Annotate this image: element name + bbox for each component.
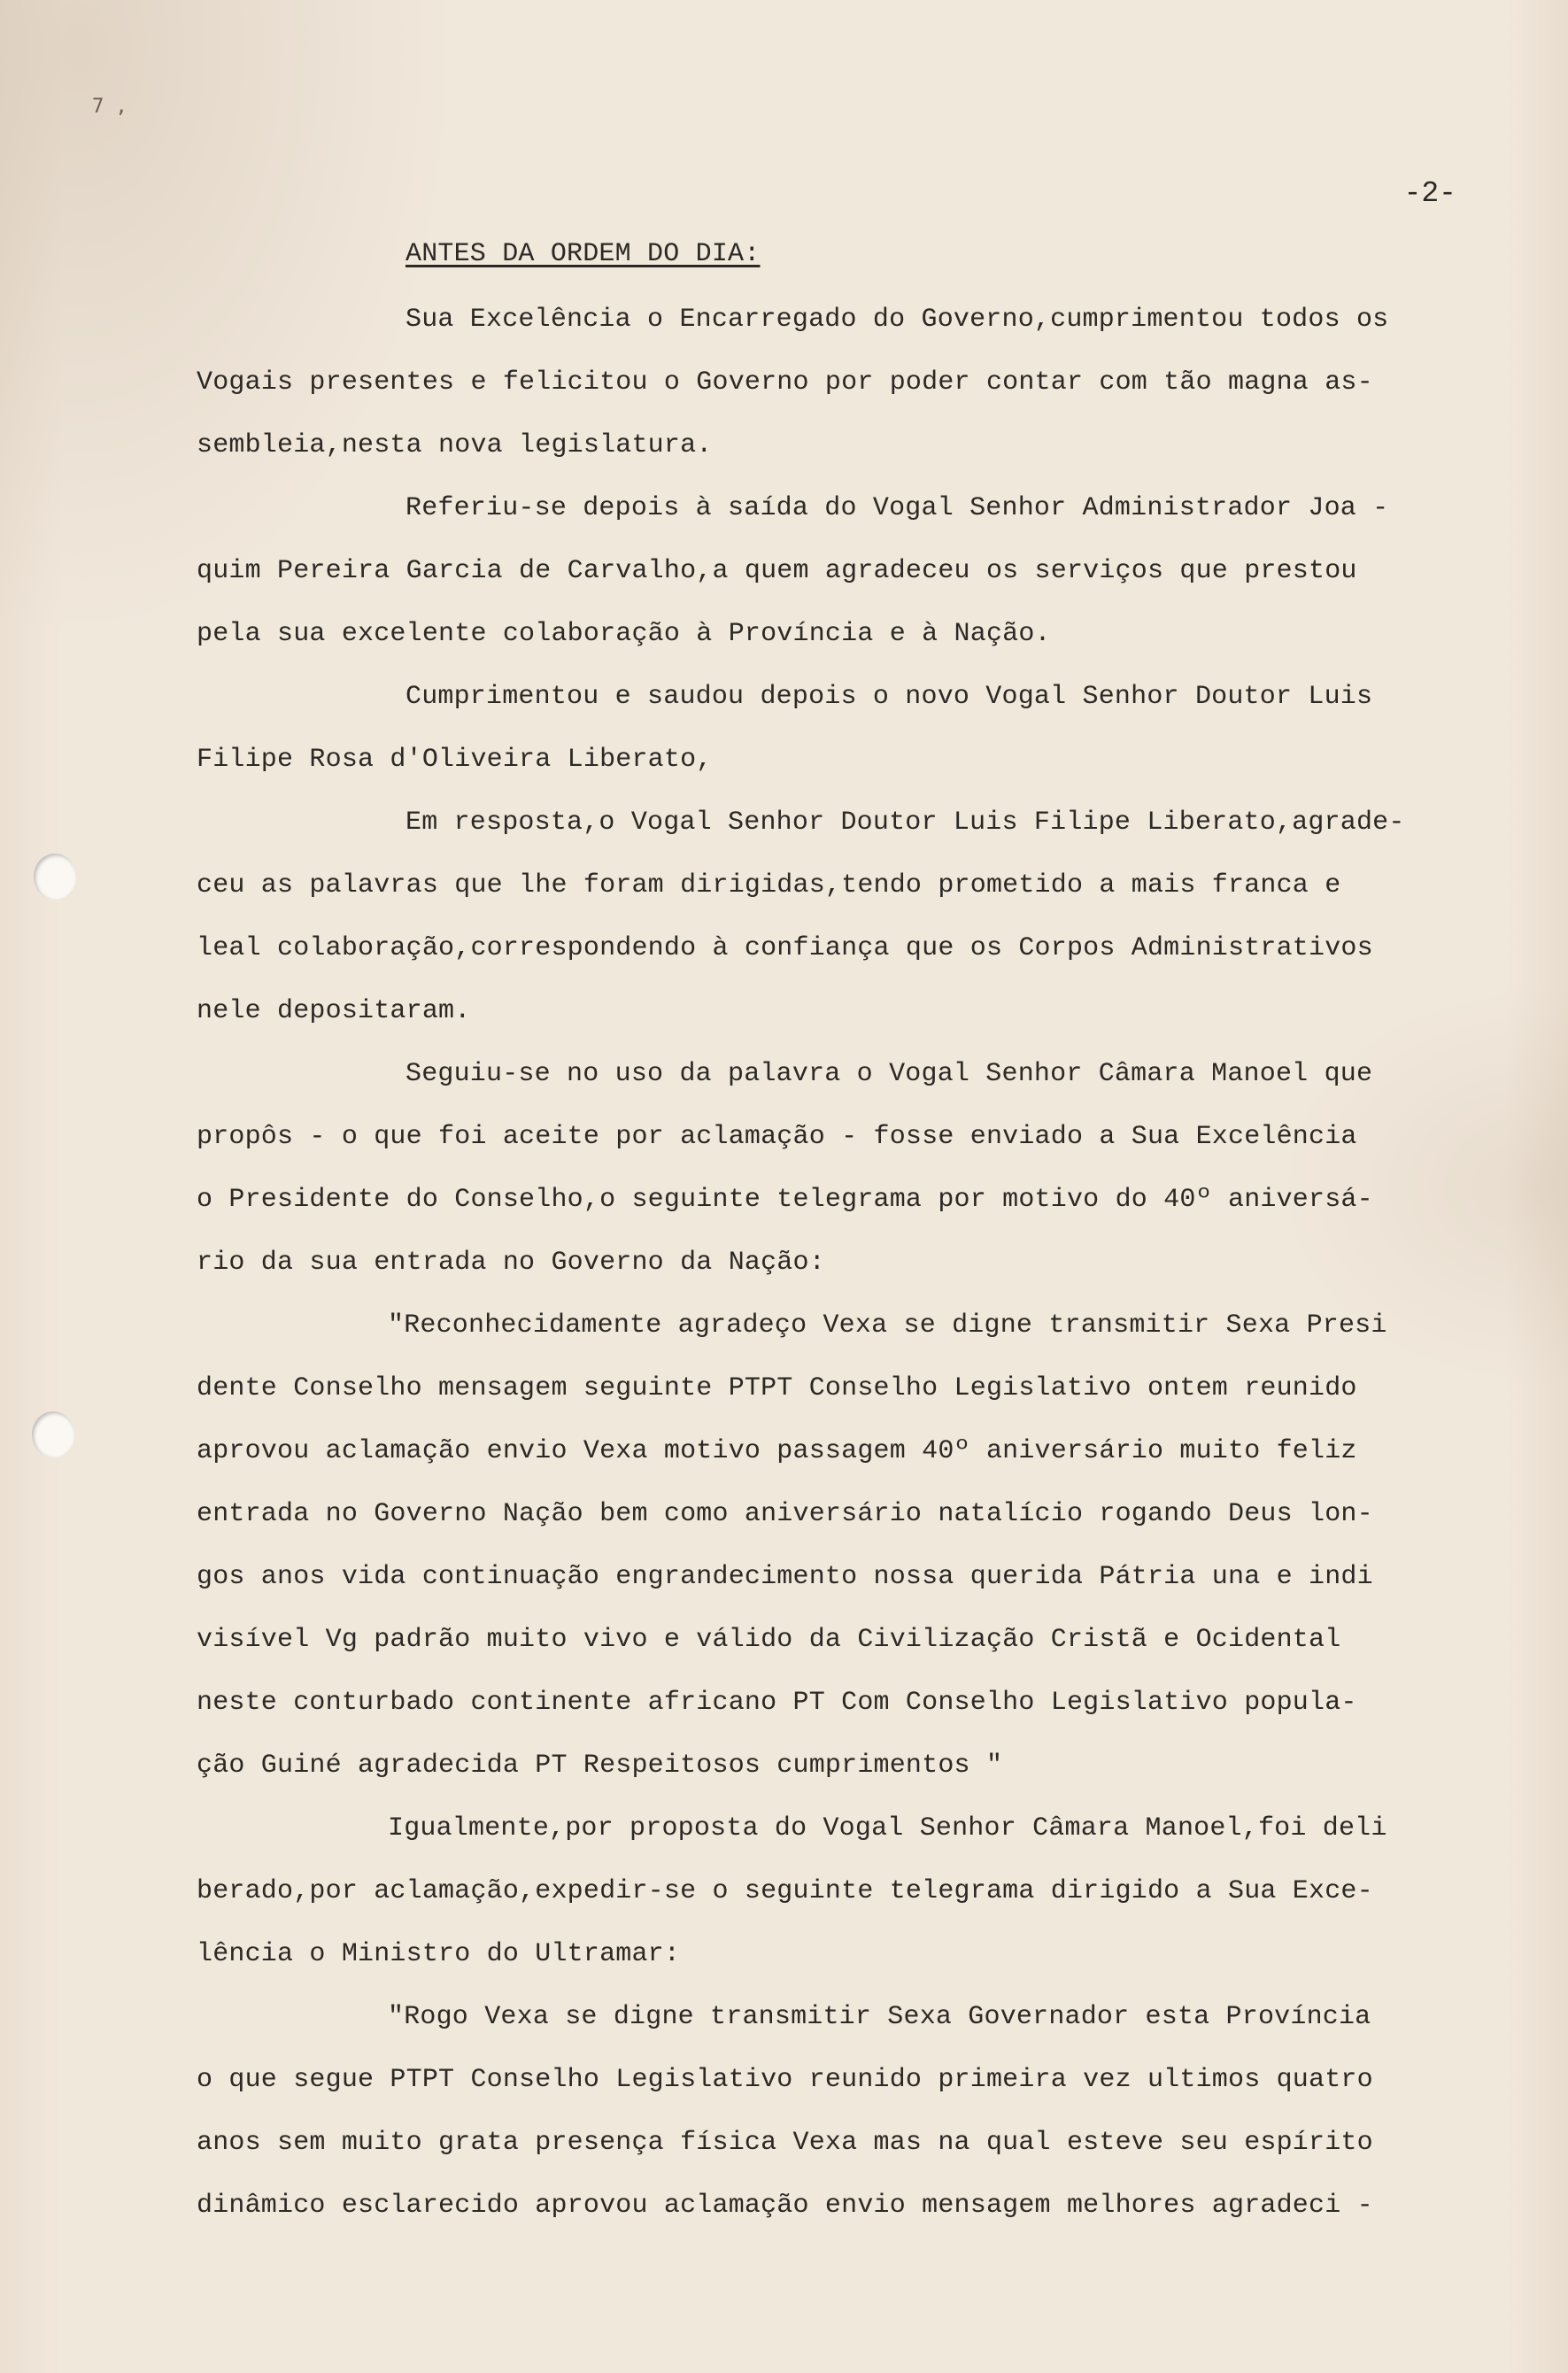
text-line: gos anos vida continuação engrandecimento nossa querida Pátria una e indi bbox=[197, 1562, 1373, 1592]
text-line: Vogais presentes e felicitou o Governo por poder contar com tão magna as- bbox=[197, 367, 1373, 398]
text-line: Referiu-se depois à saída do Vogal Senhor Administrador Joa - bbox=[406, 493, 1389, 523]
text-line: pela sua excelente colaboração à Província e à Nação. bbox=[197, 619, 1051, 649]
text-line: ceu as palavras que lhe foram dirigidas,tendo prometido a mais franca e bbox=[197, 870, 1341, 901]
text-line: ção Guiné agradecida PT Respeitosos cumprimentos " bbox=[197, 1751, 1003, 1781]
text-line: o que segue PTPT Conselho Legislativo reunido primeira vez ultimos quatro bbox=[197, 2065, 1373, 2095]
text-line: neste conturbado continente africano PT Com Conselho Legislativo popula- bbox=[197, 1688, 1357, 1718]
text-line: Seguiu-se no uso da palavra o Vogal Senhor Câmara Manoel que bbox=[406, 1059, 1373, 1089]
section-heading: ANTES DA ORDEM DO DIA: bbox=[406, 239, 761, 269]
text-line: Filipe Rosa d'Oliveira Liberato, bbox=[197, 745, 713, 775]
text-line: Sua Excelência o Encarregado do Governo,cumprimentou todos os bbox=[406, 305, 1389, 335]
text-line: berado,por aclamação,expedir-se o seguinte telegrama dirigido a Sua Exce- bbox=[197, 1876, 1373, 1906]
text-line: quim Pereira Garcia de Carvalho,a quem agradeceu os serviços que prestou bbox=[197, 556, 1357, 586]
margin-mark: 7 , bbox=[92, 96, 127, 118]
text-line: o Presidente do Conselho,o seguinte telegrama por motivo do 40º aniversá- bbox=[197, 1185, 1373, 1215]
text-line: dente Conselho mensagem seguinte PTPT Conselho Legislativo ontem reunido bbox=[197, 1373, 1357, 1403]
text-line: dinâmico esclarecido aprovou aclamação envio mensagem melhores agradeci - bbox=[197, 2191, 1373, 2221]
text-line: "Rogo Vexa se digne transmitir Sexa Governador esta Província bbox=[388, 2002, 1371, 2032]
text-line: leal colaboração,correspondendo à confiança que os Corpos Administrativos bbox=[197, 933, 1373, 963]
text-line: Cumprimentou e saudou depois o novo Vogal Senhor Doutor Luis bbox=[406, 682, 1373, 712]
text-line: anos sem muito grata presença física Vexa mas na qual esteve seu espírito bbox=[197, 2128, 1373, 2158]
text-line: entrada no Governo Nação bem como aniversário natalício rogando Deus lon- bbox=[197, 1499, 1373, 1529]
text-line: nele depositaram. bbox=[197, 996, 471, 1026]
punch-hole bbox=[32, 1411, 74, 1457]
text-line: propôs - o que foi aceite por aclamação - fosse enviado a Sua Excelência bbox=[197, 1122, 1357, 1152]
text-line: "Reconhecidamente agradeço Vexa se digne transmitir Sexa Presi bbox=[388, 1310, 1387, 1341]
text-line: Em resposta,o Vogal Senhor Doutor Luis Filipe Liberato,agrade- bbox=[406, 808, 1405, 838]
page-number: -2- bbox=[1403, 177, 1456, 210]
text-line: rio da sua entrada no Governo da Nação: bbox=[197, 1248, 825, 1278]
text-line: aprovou aclamação envio Vexa motivo passagem 40º aniversário muito feliz bbox=[197, 1436, 1357, 1466]
text-line: lência o Ministro do Ultramar: bbox=[197, 1939, 681, 1969]
text-line: visível Vg padrão muito vivo e válido da Civilização Cristã e Ocidental bbox=[197, 1625, 1341, 1655]
punch-hole bbox=[34, 854, 76, 900]
text-line: sembleia,nesta nova legislatura. bbox=[197, 430, 713, 460]
text-line: Igualmente,por proposta do Vogal Senhor Câmara Manoel,foi deli bbox=[388, 1813, 1387, 1844]
